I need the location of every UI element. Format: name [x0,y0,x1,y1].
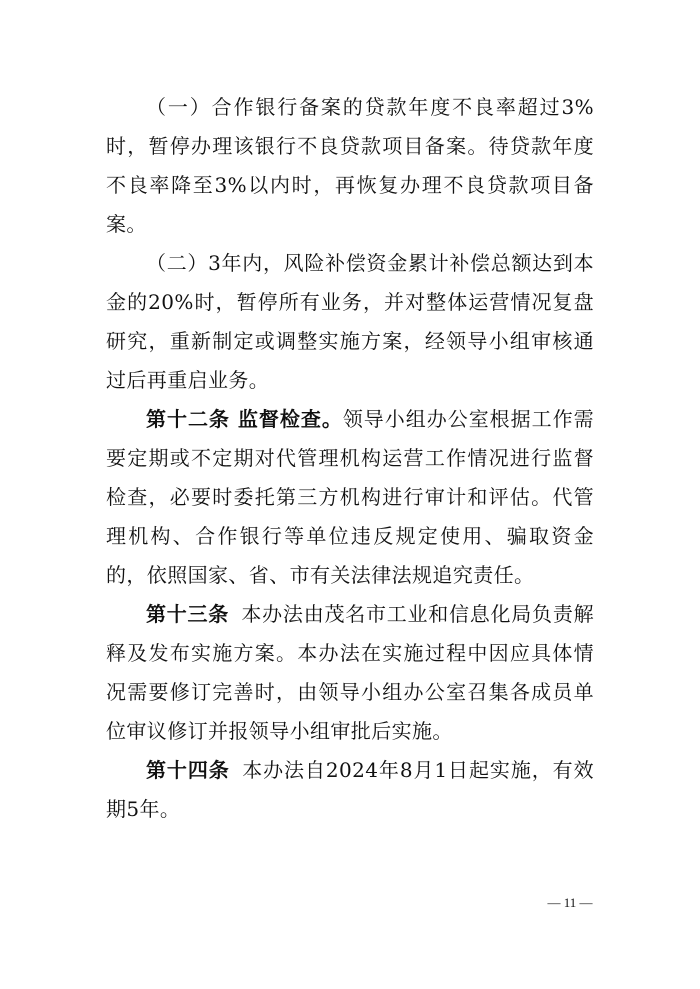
paragraph-risk-clause-1 [106,88,594,244]
paragraph-text: 本办法自2024年8月1日起实施，有效期5年。 [106,758,594,821]
paragraph-article-13 [106,595,594,751]
article-number: 第十二条 [146,407,230,431]
paragraph-text: （二）3年内，风险补偿资金累计补偿总额达到本金的20%时，暂停所有业务，并对整体运营情况复盘研究，重新制定或调整实施方案，经领导小组审核通过后再重启业务。 [106,251,594,392]
paragraph-text: （一）合作银行备案的贷款年度不良率超过3%时，暂停办理该银行不良贷款项目备案。待贷款年度不良率降至3%以内时，再恢复办理不良贷款项目备案。 [106,95,594,236]
paragraph-text: 本办法由茂名市工业和信息化局负责解释及发布实施方案。本办法在实施过程中因应具体情况需要修订完善时，由领导小组办公室召集各成员单位审议修订并报领导小组审批后实施。 [106,602,594,743]
page-number: — 11 — [547,895,593,910]
article-number: 第十四条 [146,758,230,782]
paragraph-article-12 [106,400,594,595]
document-body [106,88,594,829]
article-heading: 监督检查。 [237,407,343,431]
paragraph-article-14 [106,751,594,829]
paragraph-text: 领导小组办公室根据工作需要定期或不定期对代管理机构运营工作情况进行监督检查，必要时委托第三方机构进行审计和评估。代管理机构、合作银行等单位违反规定使用、骗取资金的，依照国家、省、市有关法律法规追究责任。 [106,407,594,587]
paragraph-risk-clause-2 [106,244,594,400]
article-number: 第十三条 [146,602,230,626]
